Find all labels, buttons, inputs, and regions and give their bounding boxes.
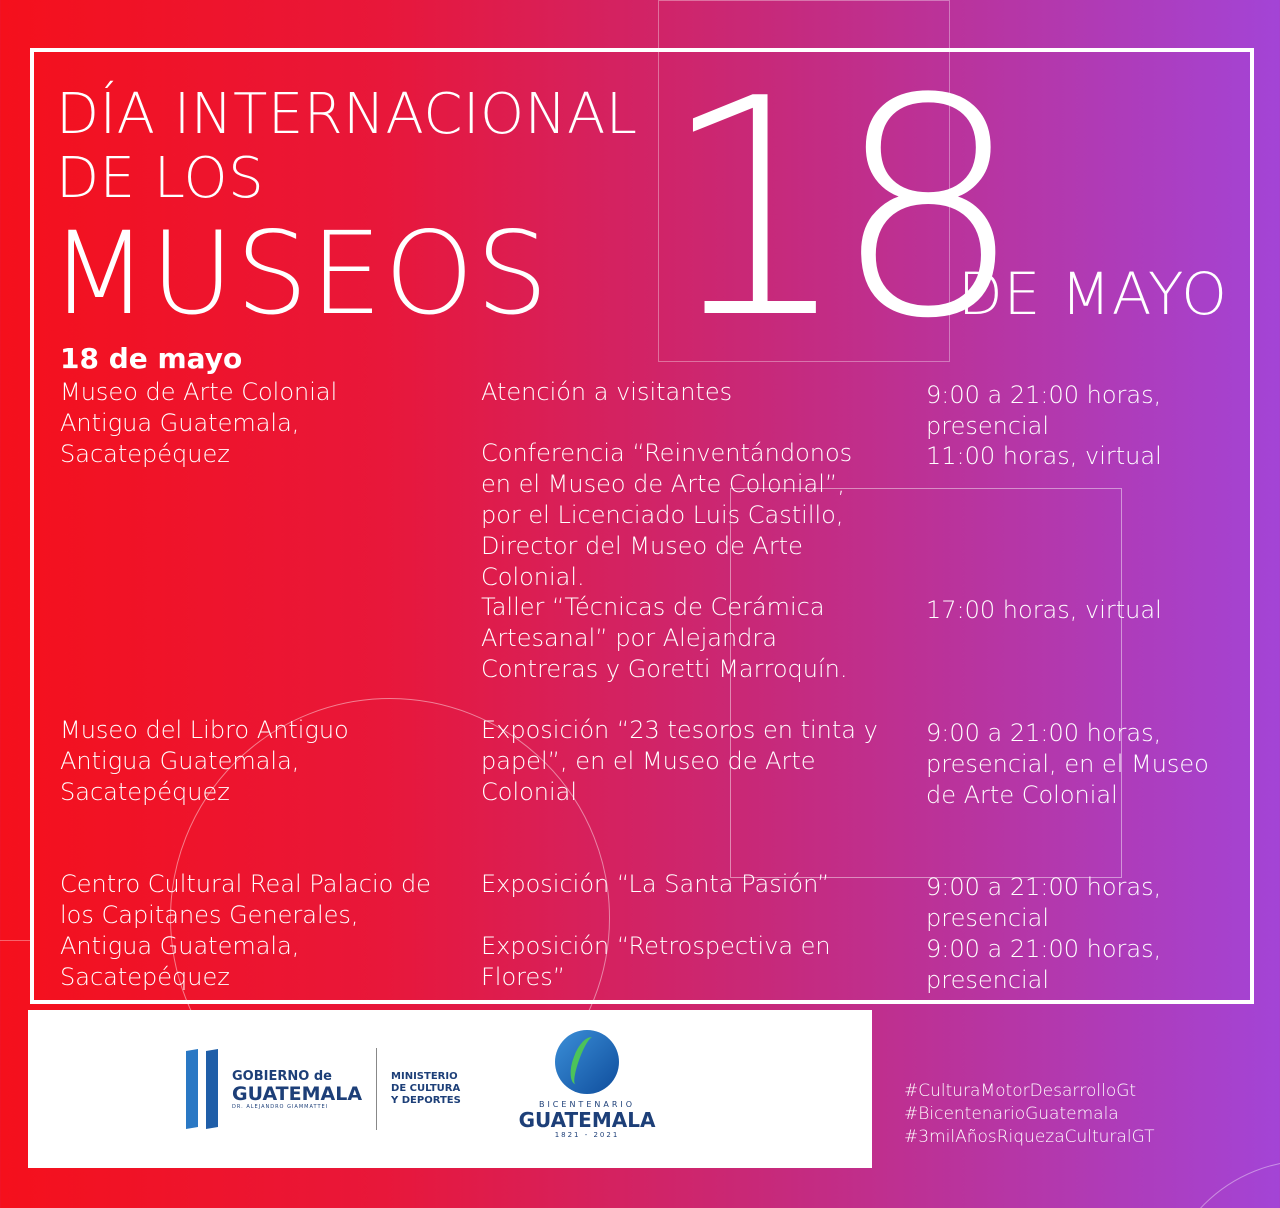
activity-retrospectiva: Exposición “Retrospectiva en Flores” — [481, 932, 831, 991]
title-museos: MUSEOS — [50, 207, 551, 340]
bicentenario-emblem-icon — [555, 1030, 619, 1094]
gov-logo-line-2: GUATEMALA — [232, 1082, 363, 1105]
flag-bars-icon — [186, 1050, 218, 1128]
title-month: DE MAYO — [958, 260, 1228, 328]
venue-museo-libro-antiguo: Museo del Libro Antiguo Antigua Guatemala, Sacatepéquez — [60, 716, 349, 806]
venue-museo-arte-colonial: Museo de Arte Colonial Antigua Guatemala, Sacatepéquez — [60, 378, 338, 468]
venue-centro-cultural: Centro Cultural Real Palacio de los Capitanes Generales, Antigua Guatemala, Sacatepéquez — [60, 870, 431, 991]
gobierno-guatemala-logo — [186, 1048, 461, 1130]
footer-logo-bar — [28, 1010, 872, 1168]
hashtag: #3milAñosRiquezaCulturalGT — [904, 1127, 1155, 1147]
title-line-2: DE LOS — [56, 146, 265, 211]
time-retrospectiva: 9:00 a 21:00 horas, presencial — [926, 935, 1162, 994]
bic-line-1: BICENTENARIO — [538, 1100, 636, 1109]
title-line-1: DÍA INTERNACIONAL — [56, 82, 638, 147]
activity-atencion: Atención a visitantes — [481, 378, 733, 406]
time-conferencia: 11:00 horas, virtual — [926, 442, 1162, 470]
bicentenario-logo — [512, 1030, 662, 1139]
gov-logo-line-1: GOBIERNO de — [232, 1068, 332, 1084]
activity-exposicion-tesoros: Exposición “23 tesoros en tinta y papel”, en el Museo de Arte Colonial — [481, 716, 878, 806]
time-exposicion-tesoros: 9:00 a 21:00 horas, presencial, en el Museo de Arte Colonial — [926, 719, 1209, 809]
decorative-circle-corner — [1160, 1160, 1280, 1208]
gov-logo-line-3: DR. ALEJANDRO GIAMMATTEI — [232, 1103, 329, 1110]
time-santa-pasion: 9:00 a 21:00 horas, presencial — [926, 873, 1162, 932]
time-atencion: 9:00 a 21:00 horas, presencial — [926, 381, 1162, 440]
activity-conferencia: Conferencia “Reinventándonos en el Museo de Arte Colonial”, por el Licenciado Luis Castillo, Director del Museo de Arte Colonial. — [481, 439, 853, 591]
activity-santa-pasion: Exposición “La Santa Pasión” — [481, 870, 830, 898]
activity-taller: Taller “Técnicas de Cerámica Artesanal” por Alejandra Contreras y Goretti Marroquín. — [481, 593, 848, 683]
title-day-number: 18 — [660, 35, 1006, 384]
logo-divider — [376, 1048, 377, 1130]
date-heading: 18 de mayo — [60, 342, 243, 375]
ministry-name: MINISTERIO DE CULTURA Y DEPORTES — [391, 1071, 461, 1106]
bic-line-2: GUATEMALA — [518, 1108, 656, 1132]
hashtags — [904, 1080, 1155, 1149]
time-taller: 17:00 horas, virtual — [926, 596, 1162, 624]
hashtag: #CulturaMotorDesarrolloGt — [904, 1081, 1137, 1101]
hashtag: #BicentenarioGuatemala — [904, 1104, 1119, 1124]
decorative-line — [0, 940, 30, 941]
bic-line-3: 1821 - 2021 — [554, 1131, 620, 1139]
